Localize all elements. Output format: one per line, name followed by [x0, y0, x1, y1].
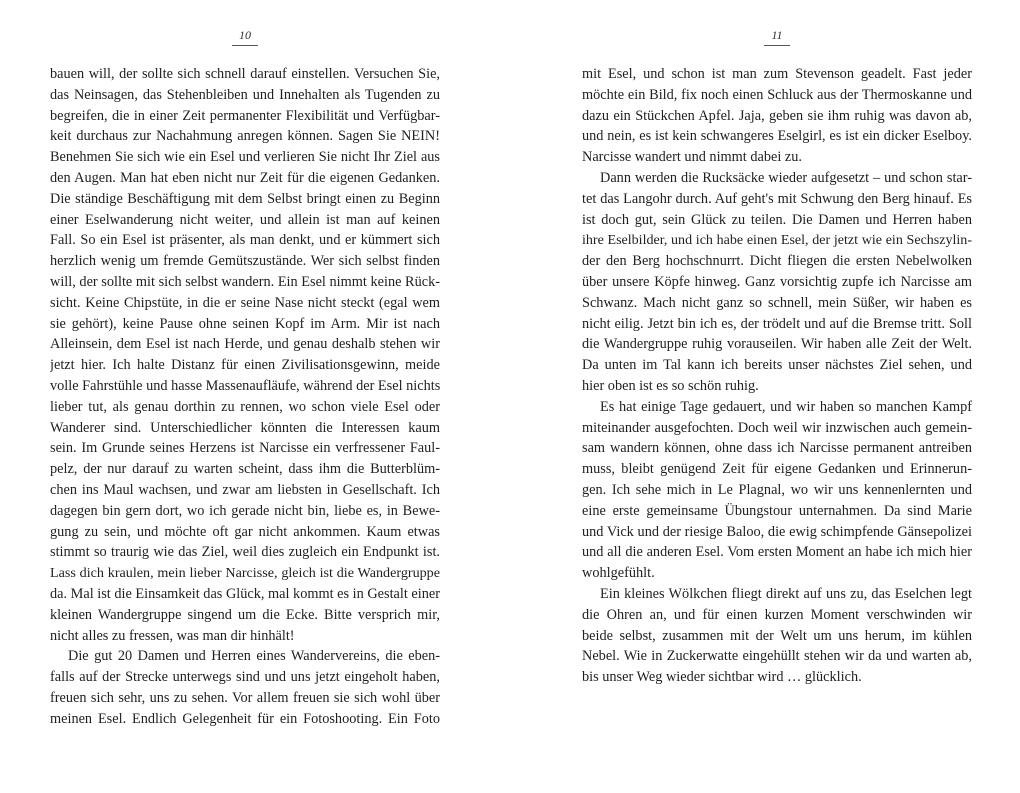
text-line: hier oben ist es so schön ruhig. [582, 377, 759, 394]
text-line: den Augen. Man hat eben nicht nur Zeit für die eigenen Gedanken. [50, 169, 440, 186]
text-line: Alleinsein, dem Esel ist nach Herde, und genau deshalb stehen wir [50, 336, 440, 353]
text-line: Ein kleines Wölkchen fliegt direkt auf uns zu, das Eselchen legt [600, 585, 972, 602]
text-line: miteinander ausgefochten. Doch weil wir inzwischen auch gemein- [582, 419, 972, 436]
text-line: stimmt so traurig wie das Ziel, weil dies zugleich ein Endpunkt ist. [50, 544, 440, 561]
text-line: Die gut 20 Damen und Herren eines Wandervereins, die eben- [68, 648, 440, 665]
text-line: Nebel. Wie in Zuckerwatte eingehüllt stehen wir da und warten ab, [582, 648, 972, 665]
text-line: sam wandern können, ohne dass ich Narcisse permanent antreiben [582, 440, 972, 457]
text-line: volle Fahrstühle und hasse Massenaufläufe, während der Esel nichts [50, 377, 440, 394]
text-line: gung zu sein, und möchte oft gar nicht ankommen. Kaum etwas [50, 523, 440, 540]
text-line: eine erste gemeinsame Übungstour unternahmen. Da sind Marie [582, 502, 972, 519]
text-line: die Wandergruppe ruhig vorauseilen. Wir haben alle Zeit der Welt. [582, 336, 972, 353]
text-line: meinen Esel. Endlich Gelegenheit für ein Fotoshooting. Ein Foto [50, 710, 440, 727]
text-line: bis unser Weg wieder sichtbar wird … glücklich. [582, 669, 862, 686]
text-line: der den Berg hochschnurrt. Dicht fliegen die ersten Nebelwolken [582, 253, 972, 270]
text-line: und Vick und der riesige Baloo, die ewig schimpfende Gänsepolizei [582, 523, 972, 540]
text-line: begreifen, die in einer Zeit permanenter Flexibilität und Verfügbar- [50, 107, 440, 124]
text-line: wohlgefühlt. [582, 565, 655, 582]
text-line: Lass dich kraulen, mein lieber Narcisse, gleich ist die Wandergruppe [50, 565, 440, 582]
text-line: die Ohren an, und für einen kurzen Moment verschwinden wir [582, 606, 972, 623]
text-line: pelz, der nur darauf zu warten scheint, dass ihm die Butterblüm- [50, 461, 440, 478]
text-line: nicht eilig. Jetzt bin ich es, der trödelt und auf die Bremse tritt. Soll [582, 315, 972, 332]
text-line: da. Mal ist die Einsamkeit das Glück, mal kommt es in Gestalt einer [50, 585, 440, 602]
text-line: Narcisse wandert und nimmt dabei zu. [582, 149, 802, 166]
text-line: herzlich wenig um fremde Gemütszustände. Wer sich selbst finden [50, 253, 440, 270]
page-number-rule [232, 45, 258, 46]
text-line: chen ins Maul wachsen, und zwar am liebsten in Gesellschaft. Ich [50, 481, 440, 498]
text-line: Die ständige Beschäftigung mit dem Selbst bringt einen zu Beginn [50, 190, 440, 207]
page-number: 11 [771, 28, 783, 42]
right-page-text [582, 64, 972, 688]
text-line: falls auf der Strecke unterwegs sind und uns jetzt eingeholt haben, [50, 669, 440, 686]
text-line: und nein, es ist kein schwangeres Eselgirl, es ist ein dicker Eselboy. [582, 128, 972, 145]
text-line: Es hat einige Tage gedauert, und wir haben so manchen Kampf [600, 398, 972, 415]
text-line: kleinen Wandergruppe singend um die Ecke. Bitte versprich mir, [50, 606, 440, 623]
text-line: beide selbst, zusammen mit der Welt um uns herum, im kühlen [582, 627, 972, 644]
text-line: will, der sollte mit sich selbst wandern. Ein Esel nimmt keine Rück- [50, 273, 440, 290]
text-line: ist doch gut, sein Glück zu teilen. Die Damen und Herren haben [582, 211, 972, 228]
text-line: dagegen bin gern dort, wo ich gerade nicht bin, liebe es, in Bewe- [50, 502, 440, 519]
text-line: dazu ein Stückchen Apfel. Jaja, geben sie ihm ruhig was davon ab, [582, 107, 972, 124]
text-line: einer Eselwanderung nicht weiter, und allein ist man auf keinen [50, 211, 440, 228]
text-line: sie gehört), keine Pause ohne seinen Kopf im Arm. Mir ist nach [50, 315, 440, 332]
text-line: ihre Eselbilder, und ich habe einen Esel, der jetzt wie ein Sechszylin- [582, 232, 972, 249]
text-line: sicht. Keine Chipstüte, in die er seine Nase nicht steckt (egal wem [50, 294, 440, 311]
text-line: mit Esel, und schon ist man zum Stevenson geadelt. Fast jeder [582, 66, 972, 82]
text-line: Wanderer sind. Unterschiedlicher könnten die Interessen kaum [50, 419, 440, 436]
left-page-text [50, 64, 440, 730]
text-line: freuen sich sehr, uns zu sehen. Vor allem freuen sie sich wohl über [50, 689, 440, 706]
text-line: gen. Ich sehe mich in Le Plagnal, wo wir uns kennenlernten und [582, 481, 972, 498]
text-line: über unsere Köpfe hinweg. Ganz vorsichtig zupfe ich Narcisse am [582, 273, 972, 290]
text-line: Fall. So ein Esel ist präsenter, als man denkt, und er kümmert sich [50, 232, 440, 249]
text-line: nicht alles zu fressen, was man dir hinhält! [50, 627, 295, 644]
text-line: Benehmen Sie sich wie ein Esel und verlieren Sie nicht Ihr Ziel aus [50, 149, 440, 166]
text-line: tet das Langohr durch. Auf geht's mit Schwung den Berg hinauf. Es [582, 190, 972, 207]
text-line: muss, bleibt genügend Zeit für eigene Gedanken und Erinnerun- [582, 461, 972, 478]
text-line: bauen will, der sollte sich schnell darauf einstellen. Versuchen Sie, [50, 66, 440, 82]
text-line: Dann werden die Rucksäcke wieder aufgesetzt – und schon star- [600, 169, 972, 186]
page-number-rule [764, 45, 790, 46]
text-line: Da unten im Tal kann ich bereits unser nächstes Ziel sehen, und [582, 357, 972, 374]
text-line: Schwanz. Mach nicht ganz so schnell, mein Süßer, wir haben es [582, 294, 972, 311]
text-line: möchte ein Bild, fix noch einen Schluck aus der Thermoskanne und [582, 86, 972, 103]
text-line: und all die anderen Esel. Vom ersten Moment an habe ich mich hier [582, 544, 972, 561]
text-line: jetzt hier. Ich halte Distanz für einen Zivilisationsgewinn, meide [50, 357, 440, 374]
text-line: lieber tut, als genau dorthin zu rennen, wo schon viele Esel oder [50, 398, 440, 415]
text-line: keit durchaus zur Nachahmung anregen können. Sagen Sie NEIN! [50, 128, 440, 145]
text-line: sein. Im Grunde seines Herzens ist Narcisse ein verfressener Faul- [50, 440, 440, 457]
page-number: 10 [239, 28, 251, 42]
text-line: das Neinsagen, das Stehenbleiben und Innehalten als Tugenden zu [50, 86, 440, 103]
